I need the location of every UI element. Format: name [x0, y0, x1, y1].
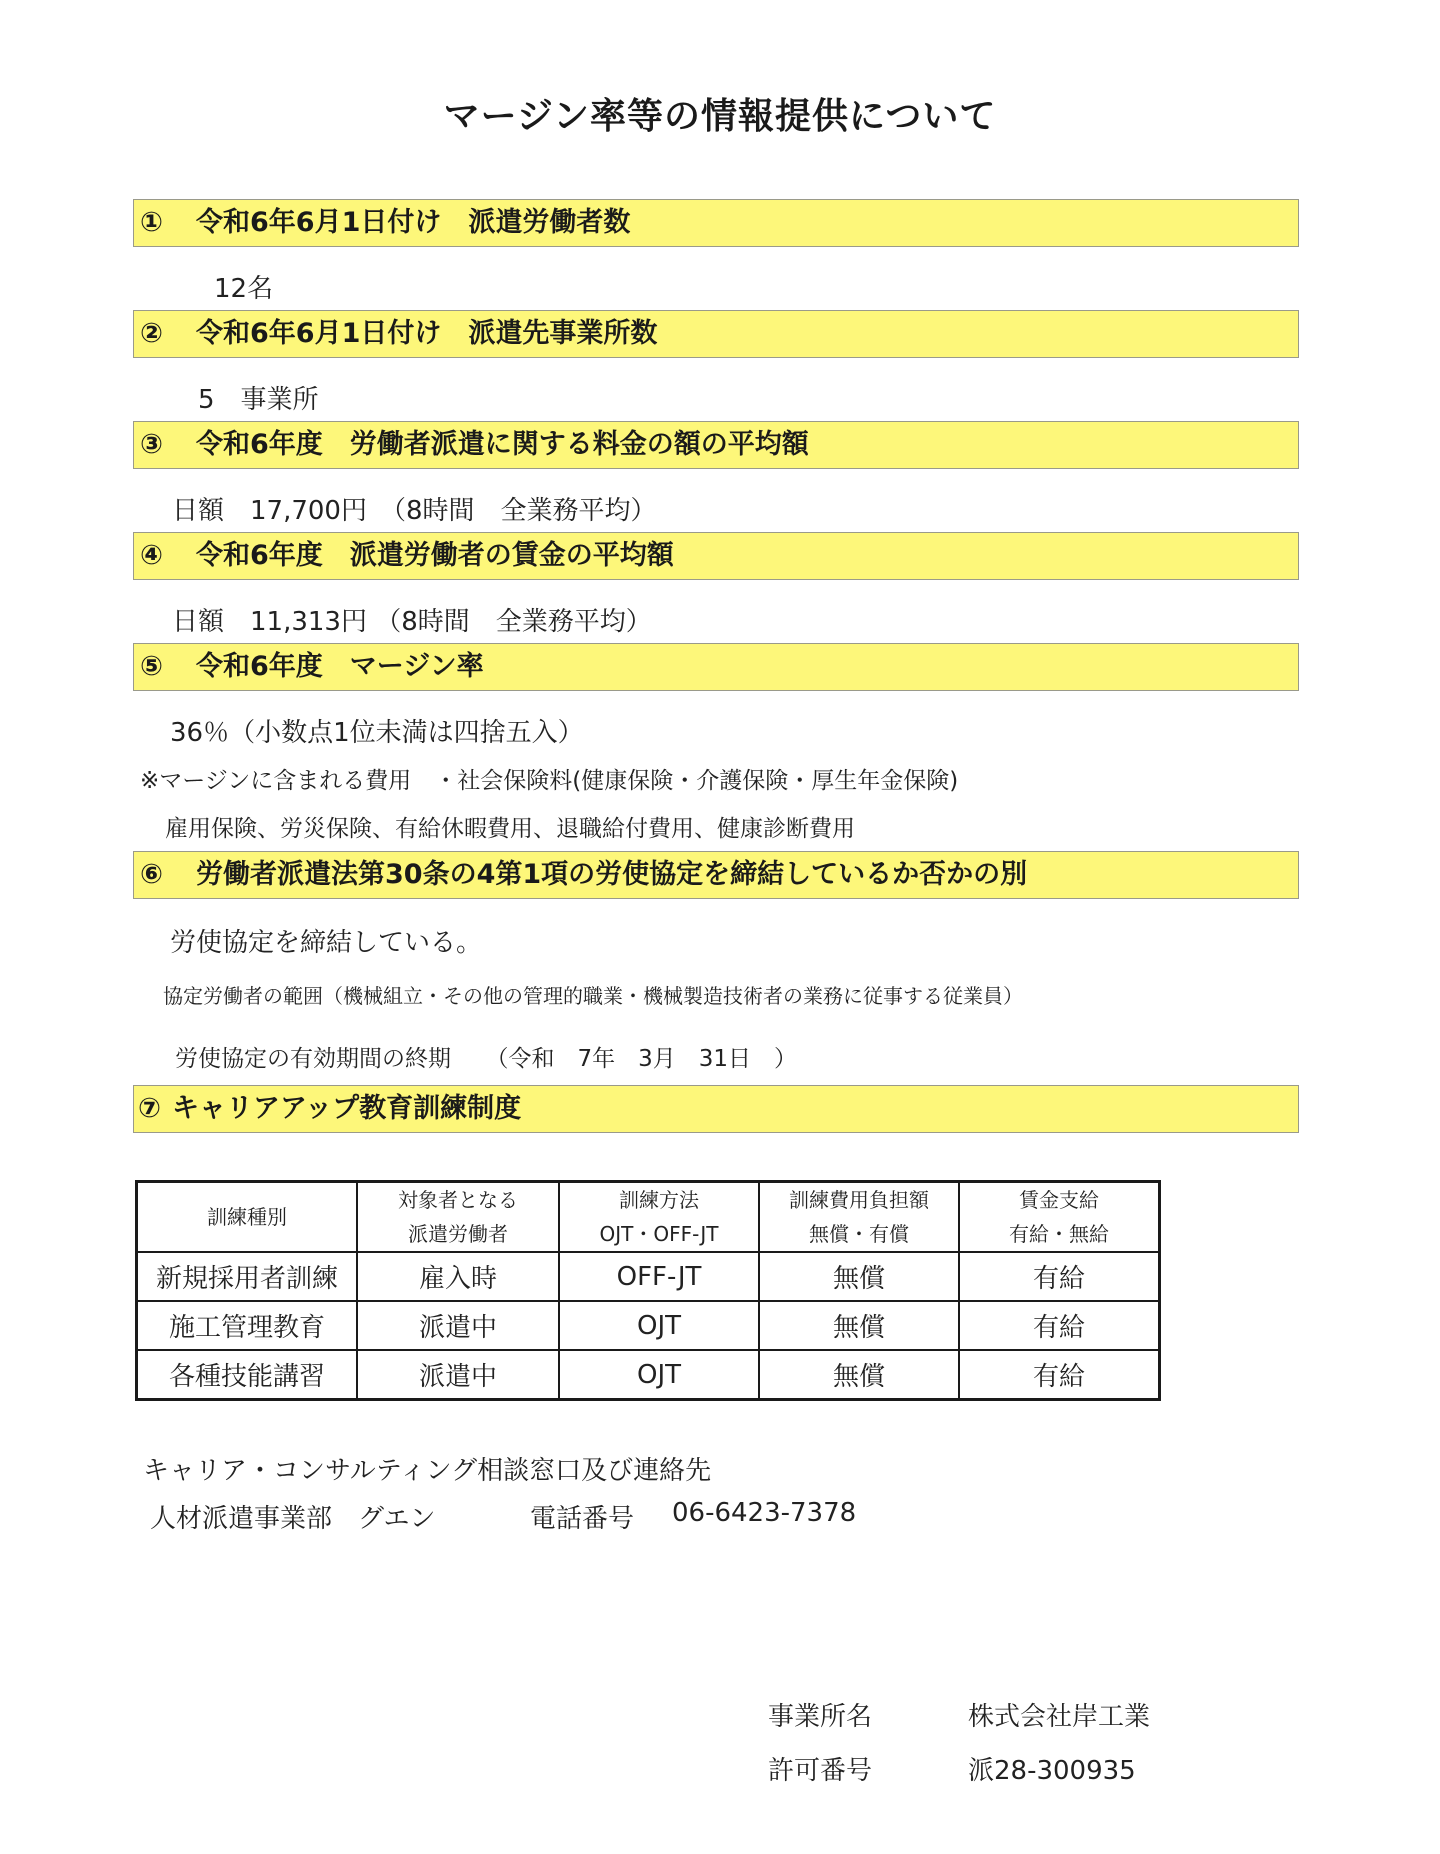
contact-phone: 06-6423-7378: [672, 1498, 857, 1528]
section-number: ⑥: [140, 859, 163, 890]
section-heading: 令和6年6月1日付け 派遣先事業所数: [196, 318, 658, 349]
margin-cost-note: ※マージンに含まれる費用 ・社会保険料(健康保険・介護保険・厚生年金保険): [140, 768, 959, 794]
table-row: [137, 1350, 1160, 1400]
table-cell: 各種技能講習: [137, 1350, 358, 1400]
agreement-status: 労使協定を締結している。: [170, 928, 483, 958]
office-name: 株式会社岸工業: [968, 1702, 1151, 1732]
section-2-header: [133, 310, 1299, 358]
section-3-header: [133, 421, 1299, 469]
header-training-method: 訓練方法 OJT・OFF-JT: [559, 1182, 759, 1253]
section-heading: 労働者派遣法第30条の4第1項の労使協定を締結しているか否かの別: [196, 859, 1028, 890]
section-6-header: [133, 851, 1299, 899]
section-number: ④: [140, 540, 163, 571]
wage-average: 日額 11,313円 （8時間 全業務平均）: [172, 607, 652, 637]
agreement-term: 労使協定の有効期間の終期 （令和 7年 3月 31日 ）: [175, 1046, 798, 1072]
agreement-scope: 協定労働者の範囲（機械組立・その他の管理的職業・機械製造技術者の業務に従事する従業員）: [163, 984, 1023, 1008]
section-4-header: [133, 532, 1299, 580]
section-5-header: [133, 643, 1299, 691]
table-cell: OFF-JT: [559, 1252, 759, 1301]
section-heading: 令和6年度 マージン率: [196, 651, 484, 682]
section-number: ②: [140, 318, 163, 349]
table-cell: 施工管理教育: [137, 1301, 358, 1350]
table-cell: OJT: [559, 1350, 759, 1400]
section-number: ⑤: [140, 651, 163, 682]
table-cell: 新規採用者訓練: [137, 1252, 358, 1301]
header-training-type: 訓練種別: [137, 1182, 358, 1253]
header-wage-payment: 賃金支給 有給・無給: [959, 1182, 1160, 1253]
permit-label: 許可番号: [768, 1756, 873, 1786]
sites-count: 5 事業所: [198, 385, 319, 415]
office-name-label: 事業所名: [768, 1702, 873, 1732]
section-heading: 令和6年度 労働者派遣に関する料金の額の平均額: [196, 429, 809, 460]
section-number: ⑦: [138, 1093, 161, 1124]
table-row: [137, 1301, 1160, 1350]
table-row: [137, 1252, 1160, 1301]
table-cell: 派遣中: [357, 1301, 559, 1350]
header-training-cost: 訓練費用負担額 無償・有償: [759, 1182, 959, 1253]
table-cell: 無償: [759, 1252, 959, 1301]
table-cell: 有給: [959, 1252, 1160, 1301]
table-cell: 無償: [759, 1350, 959, 1400]
table-cell: 無償: [759, 1301, 959, 1350]
section-7-header: [133, 1085, 1299, 1133]
contact-label: キャリア・コンサルティング相談窓口及び連絡先: [143, 1456, 712, 1486]
workers-count: 12名: [214, 274, 274, 304]
margin-cost-note-2: 雇用保険、労災保険、有給休暇費用、退職給付費用、健康診断費用: [165, 816, 855, 842]
table-cell: 派遣中: [357, 1350, 559, 1400]
section-heading: キャリアアップ教育訓練制度: [172, 1093, 522, 1124]
section-heading: 令和6年6月1日付け 派遣労働者数: [196, 207, 631, 238]
page-title: マージン率等の情報提供について: [443, 96, 997, 137]
fee-average: 日額 17,700円 （8時間 全業務平均）: [172, 496, 657, 526]
section-number: ①: [140, 207, 163, 238]
contact-department: 人材派遣事業部 グエン: [150, 1504, 436, 1534]
header-target-workers: 対象者となる 派遣労働者: [357, 1182, 559, 1253]
training-table: [135, 1180, 1161, 1401]
table-cell: 有給: [959, 1350, 1160, 1400]
permit-number: 派28-300935: [968, 1756, 1136, 1786]
table-cell: 雇入時: [357, 1252, 559, 1301]
margin-rate: 36％（小数点1位未満は四捨五入）: [170, 718, 584, 748]
table-cell: 有給: [959, 1301, 1160, 1350]
section-heading: 令和6年度 派遣労働者の賃金の平均額: [196, 540, 674, 571]
table-header-row: [137, 1182, 1160, 1253]
section-number: ③: [140, 429, 163, 460]
section-1-header: [133, 199, 1299, 247]
contact-phone-label: 電話番号: [530, 1504, 635, 1534]
table-cell: OJT: [559, 1301, 759, 1350]
